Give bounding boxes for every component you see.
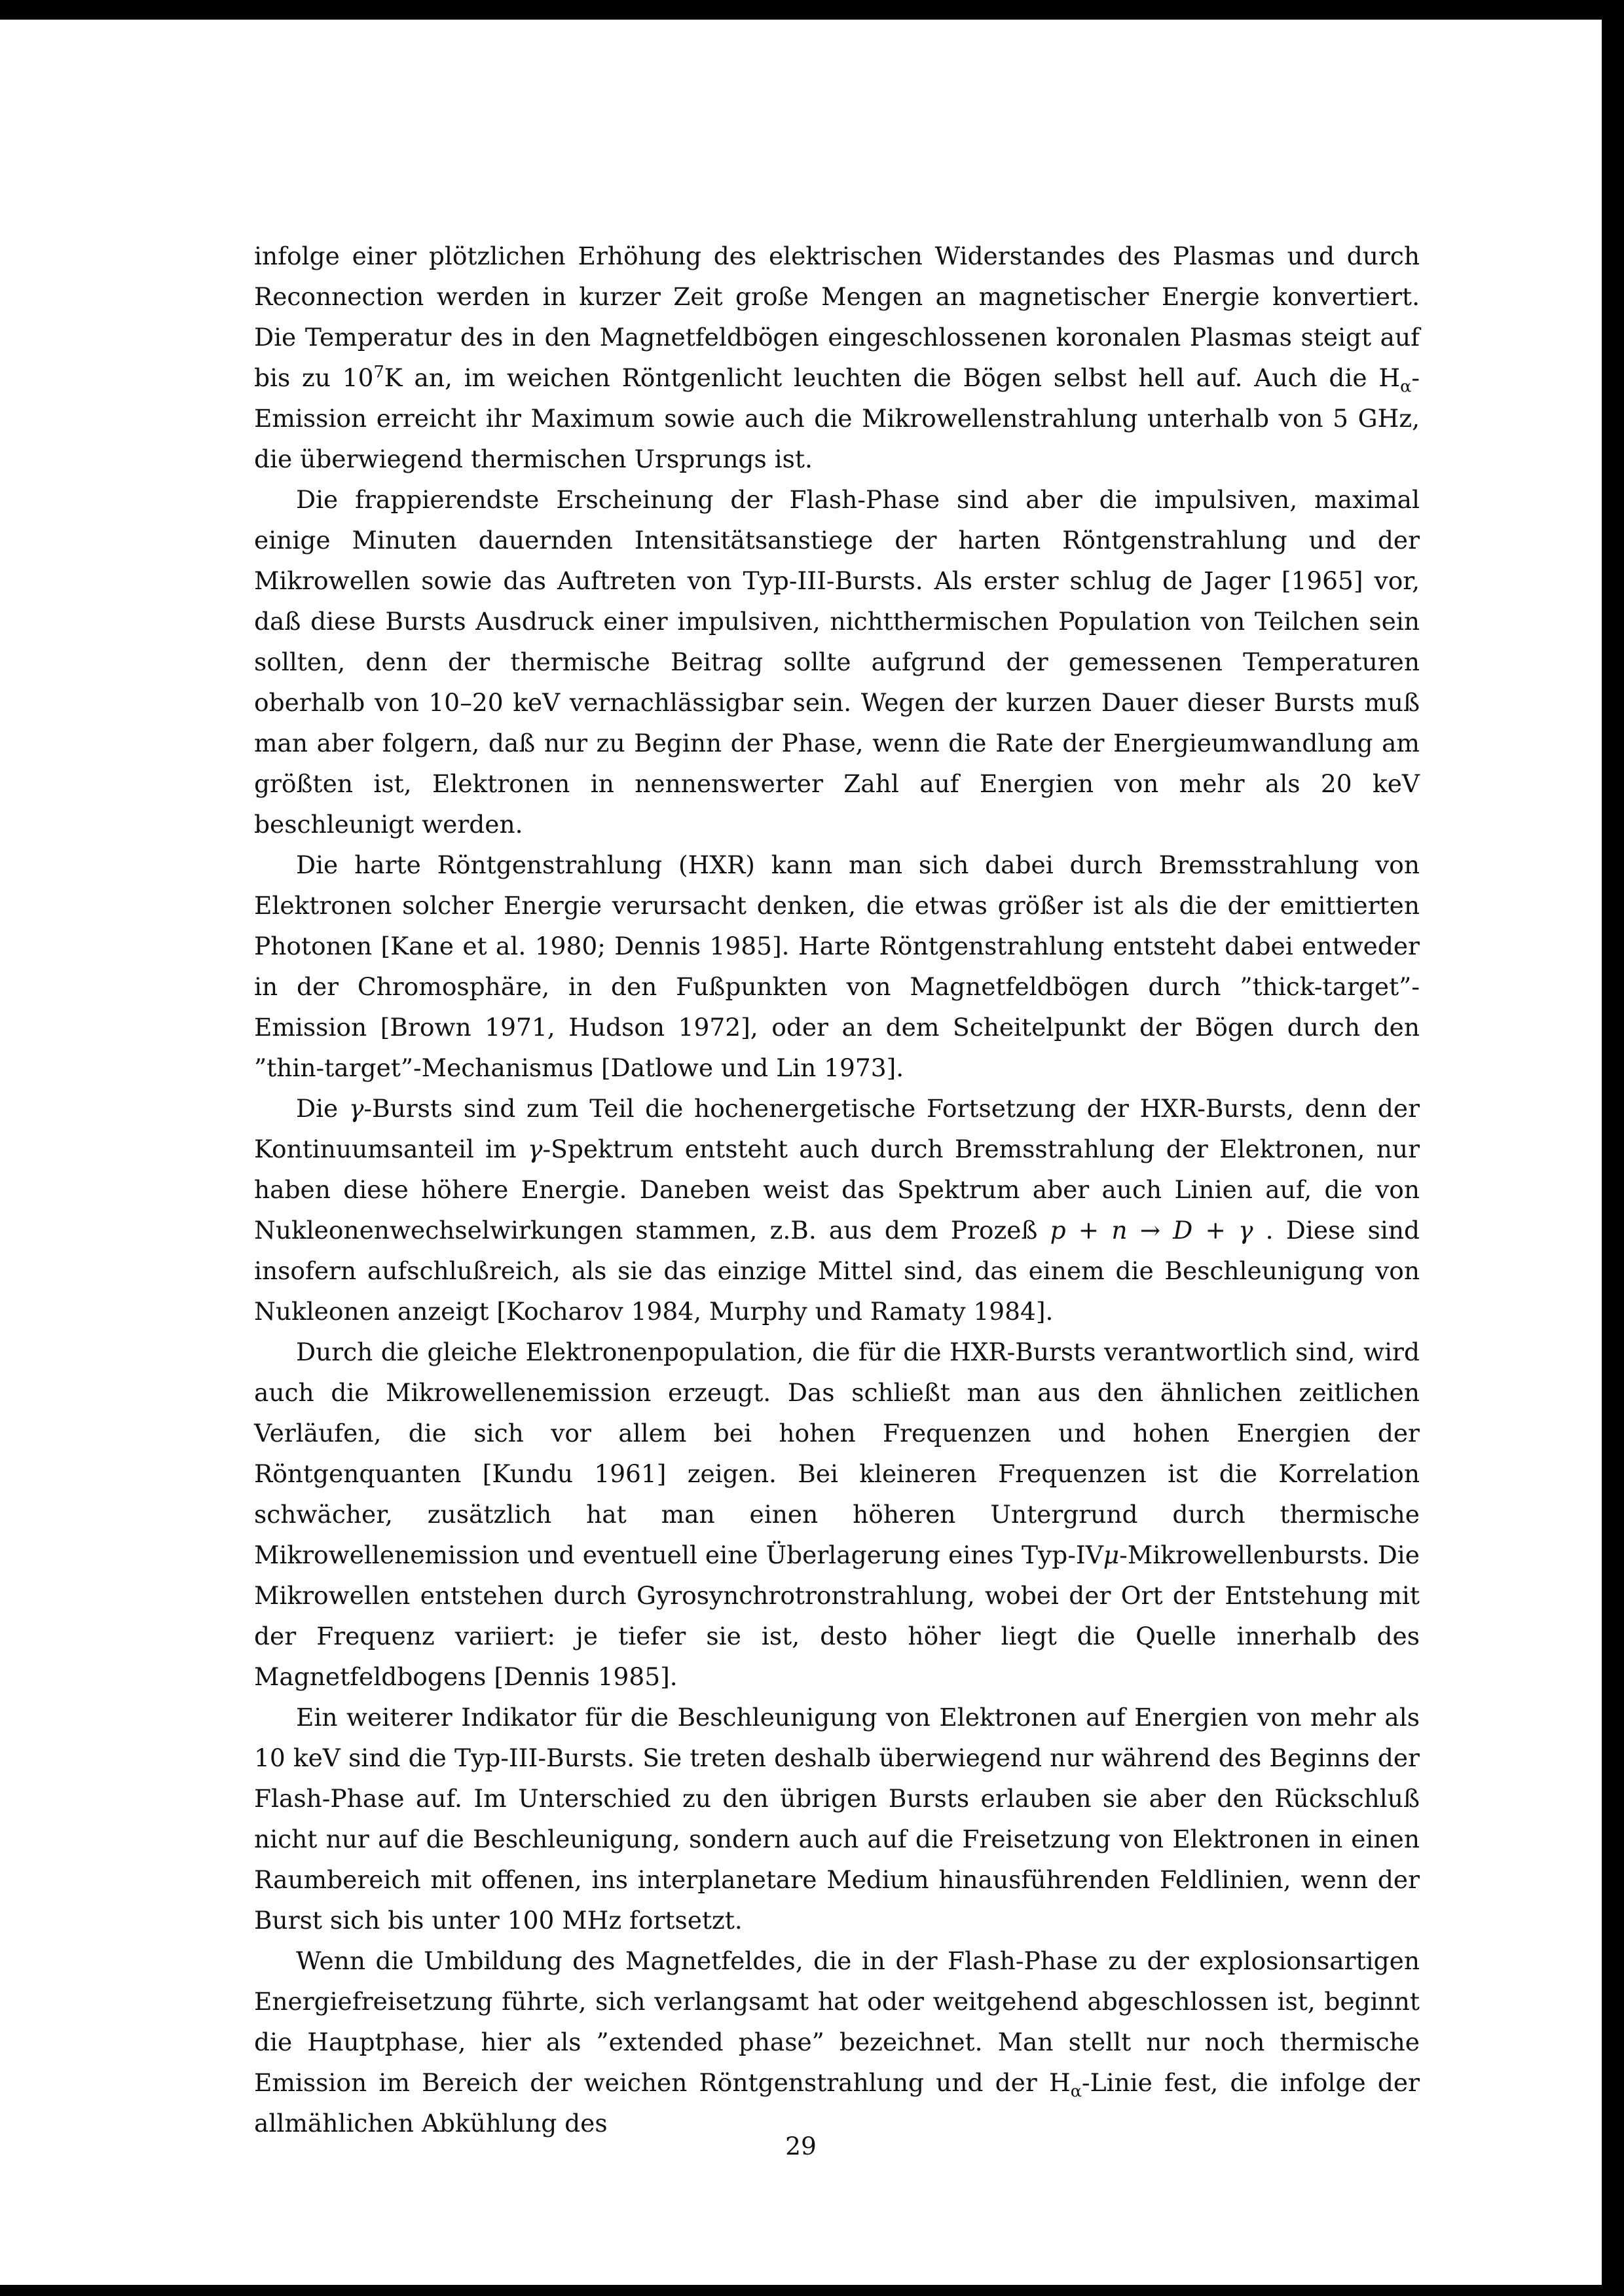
page-number: 29 (785, 2132, 817, 2160)
text-run: . Diese sind insofern aufschlußreich, als sie das einzige Mittel sind, das einem die Beschleunigung von Nukleonen anzeigt [Kocharov 1984, Murphy und Ramaty 1984]. (254, 1216, 1420, 1326)
text-run: Die (296, 1094, 349, 1123)
text-run: -Spektrum entsteht auch durch Bremsstrahlung der Elektronen, nur haben diese höhere Energie. Daneben weist das Spektrum aber auch Linien auf, die von Nukleonenwechselwirkungen stammen, z.B. aus dem Prozeß (254, 1135, 1420, 1245)
paragraph (254, 1941, 1420, 2143)
text-run: -Bursts sind zum Teil die hochenergetische Fortsetzung der HXR-Bursts, denn der Kontinuumsanteil im (254, 1094, 1420, 1163)
text-run: -Mikrowellenbursts. Die Mikrowellen entstehen durch Gyrosynchrotronstrahlung, wobei der Ort der Entstehung mit der Frequenz variiert: je tiefer sie ist, desto höher liegt die Quelle innerhalb des Magnetfeldbogens [Dennis 1985]. (254, 1540, 1420, 1691)
paragraph (254, 236, 1420, 479)
text-run: Die harte Röntgenstrahlung (HXR) kann man sich dabei durch Bremsstrahlung von Elektronen solcher Energie verursacht denken, die etwas größer ist als die der emittierten Photonen [Kane et al. 1980; Dennis 1985]. Harte Röntgenstrahlung entsteht dabei entweder in der Chromosphäre, in den Fußpunkten von Magnetfeldbögen durch ”thick-target”-Emission [Brown 1971, Hudson 1972], oder an dem Scheitelpunkt der Bögen durch den ”thin-target”-Mechanismus [Datlowe und Lin 1973]. (254, 850, 1420, 1082)
paragraph (254, 845, 1420, 1088)
subscript: α (1070, 2081, 1082, 2102)
text-run: -Linie fest, die infolge der allmählichen Abkühlung des (254, 2068, 1420, 2138)
document-page (0, 20, 1602, 2285)
body-text (254, 236, 1420, 2143)
text-run: Wenn die Umbildung des Magnetfeldes, die in der Flash-Phase zu der explosionsartigen Energiefreisetzung führte, sich verlangsamt hat oder weitgehend abgeschlossen ist, beginnt die Hauptphase, hier als ”extended phase” bezeichnet. Man stellt nur noch thermische Emission im Bereich der weichen Röntgenstrahlung und der H (254, 1946, 1420, 2097)
text-run: K an, im weichen Röntgenlicht leuchten die Bögen selbst hell auf. Auch die H (384, 363, 1401, 392)
text-run: Durch die gleiche Elektronenpopulation, die für die HXR-Bursts verantwortlich sind, wird auch die Mikrowellenemission erzeugt. Das schließt man aus den ähnlichen zeitlichen Verläufen, die sich vor allem bei hohen Frequenzen und hohen Energien der Röntgenquanten [Kundu 1961] zeigen. Bei kleineren Frequenzen ist die Korrelation schwächer, zusätzlich hat man einen höheren Untergrund durch thermische Mikrowellenemission und eventuell eine Überlagerung eines Typ-IV (254, 1338, 1420, 1569)
text-run: Die frappierendste Erscheinung der Flash-Phase sind aber die impulsiven, maximal einige Minuten dauernden Intensitätsanstiege der harten Röntgenstrahlung und der Mikrowellen sowie das Auftreten von Typ-III-Bursts. Als erster schlug de Jager [1965] vor, daß diese Bursts Ausdruck einer impulsiven, nichtthermischen Population von Teilchen sein sollten, denn der thermische Beitrag sollte aufgrund der gemessenen Temperaturen oberhalb von 10–20 keV vernachlässigbar sein. Wegen der kurzen Dauer dieser Bursts muß man aber folgern, daß nur zu Beginn der Phase, wenn die Rate der Energieumwandlung am größten ist, Elektronen in nennenswerter Zahl auf Energien von mehr als 20 keV beschleunigt werden. (254, 485, 1420, 839)
math-symbol: γ (528, 1135, 543, 1163)
text-run: Ein weiterer Indikator für die Beschleunigung von Elektronen auf Energien von mehr als 10 keV sind die Typ-III-Bursts. Sie treten deshalb überwiegend nur während des Beginns der Flash-Phase auf. Im Unterschied zu den übrigen Bursts erlauben sie aber den Rückschluß nicht nur auf die Beschleunigung, sondern auch auf die Freisetzung von Elektronen in einen Raumbereich mit offenen, ins interplanetare Medium hinausführenden Feldlinien, wenn der Burst sich bis unter 100 MHz fortsetzt. (254, 1703, 1420, 1935)
paragraph (254, 479, 1420, 845)
math-symbol: p + n → D + γ (1050, 1216, 1253, 1245)
paragraph (254, 1088, 1420, 1332)
superscript: 7 (373, 362, 384, 382)
paragraph (254, 1697, 1420, 1941)
math-symbol: γ (348, 1094, 364, 1123)
math-symbol: μ (1103, 1540, 1120, 1569)
text-run: -Emission erreicht ihr Maximum sowie auch die Mikrowellenstrahlung unterhalb von 5 GHz, die überwiegend thermischen Ursprungs ist. (254, 363, 1420, 473)
text-run: infolge einer plötzlichen Erhöhung des elektrischen Widerstandes des Plasmas und durch Reconnection werden in kurzer Zeit große Mengen an magnetischer Energie konvertiert. Die Temperatur des in den Magnetfeldbögen eingeschlossenen koronalen Plasmas steigt auf bis zu 10 (254, 242, 1420, 392)
paragraph (254, 1332, 1420, 1697)
subscript: α (1400, 376, 1412, 397)
